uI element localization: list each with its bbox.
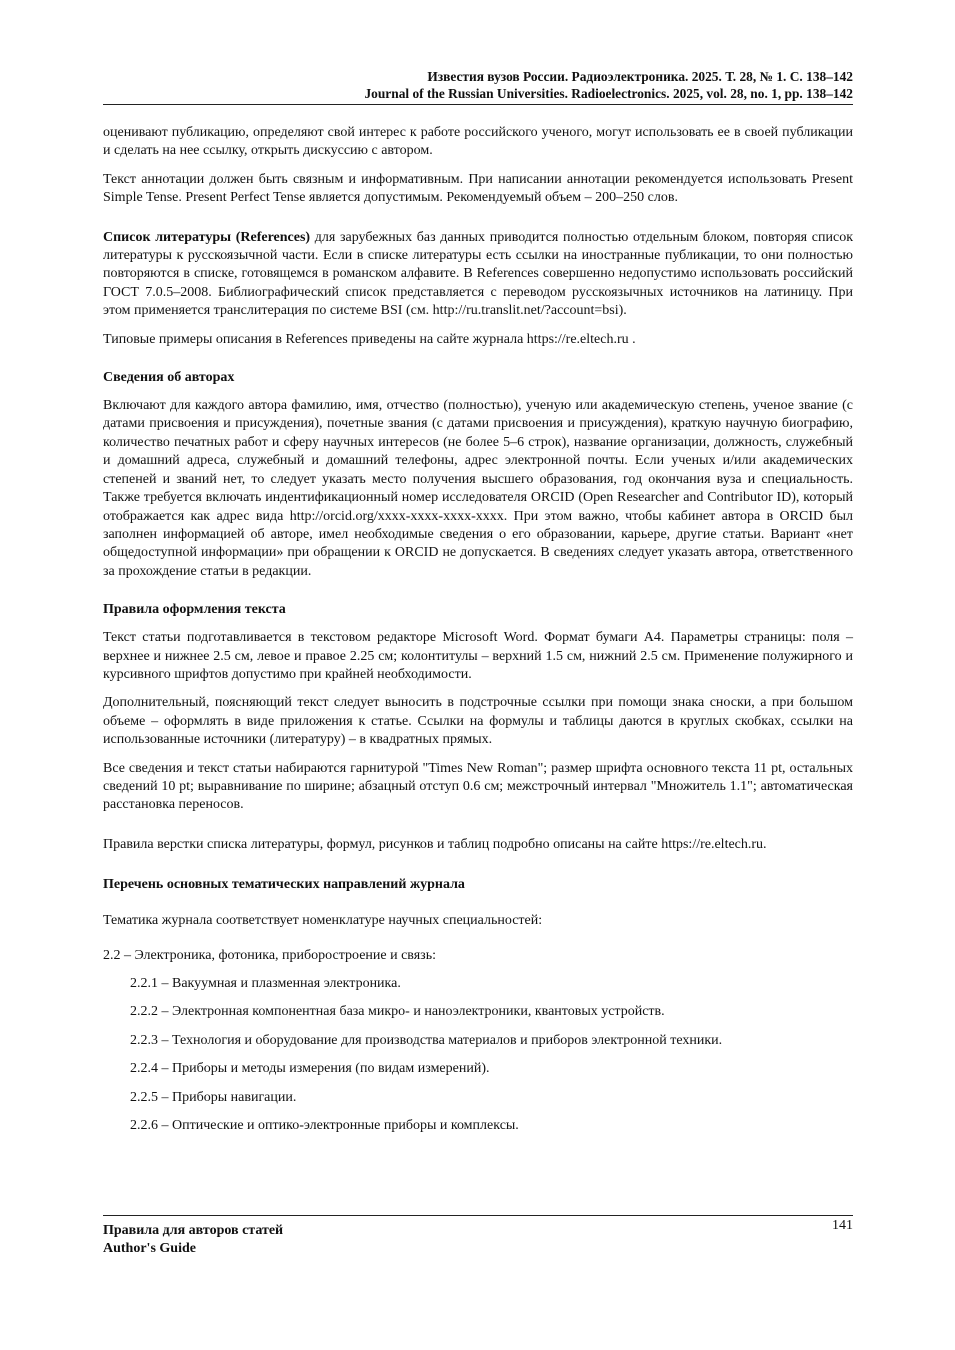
topic-item: 2.2.6 – Оптические и оптико-электронные приборы и комплексы.	[130, 1118, 519, 1134]
header-journal-ru: Известия вузов России. Радиоэлектроника. 2025. Т. 28, № 1. С. 138–142	[427, 69, 853, 84]
references-lead: Список литературы (References)	[103, 229, 311, 245]
authors-heading: Сведения об авторах	[103, 370, 235, 386]
intro-paragraph-2: Текст аннотации должен быть связным и информативным. При написании аннотации рекомендуется использовать Present Simple Tense. Present Perfect Tense является допустимым. Рекомендуемый объем – 200–250 слов.	[103, 171, 853, 206]
references-body: для зарубежных баз данных приводится полностью отдельным блоком, повторяя список литературы к русскоязычной части. Если в списке литературы есть ссылки на иностранные публикации, то они полностью повторяются в списке, готовящемся в романском алфавите. В References совершенно недопустимо использовать российский ГОСТ 7.0.5–2008. Библиографический список представляется с переводом русскоязычных источников на латиницу. При этом применяется транслитерация по системе BSI (см. http://ru.translit.net/?account=bsi).	[103, 229, 853, 319]
authors-paragraph: Включают для каждого автора фамилию, имя, отчество (полностью), ученую или академическую степень, ученое звание (с датами присвоения и присуждения), почетные звания (с датами присвоения и присуждения), краткую научную биографию, количество печатных работ и сферу научных интересов (не более 5–6 строк), название организации, должность, служебный и домашний адреса, служебный и домашний телефоны, адрес электронной почты. Если ученых и/или академических степеней и званий нет, то следует указать место получения высшего образования, год окончания вуза и специальность. Также требуется включать индентификационный номер исследователя ORCID (Open Researcher and Contributor ID), который отображается как адрес вида http://orcid.org/xxxx-xxxx-xxxx-xxxx. При этом важно, чтобы кабинет автора в ORCID был заполнен информацией об авторе, имел необходимые сведения о его образовании, карьере, другие статьи. Вариант «нет общедоступной информации» при обращении к ORCID не допускается. В сведениях следует указать автора, ответственного за прохождение статьи в редакции.	[103, 398, 853, 579]
topic-item: 2.2.2 – Электронная компонентная база микро- и наноэлектроники, квантовых устройств.	[130, 1004, 665, 1020]
topic-item: 2.2.4 – Приборы и методы измерения (по видам измерений).	[130, 1061, 490, 1077]
running-footer	[103, 1222, 283, 1258]
topic-item: 2.2.1 – Вакуумная и плазменная электроника.	[130, 976, 401, 991]
formatting-paragraph-1: Текст статьи подготавливается в текстовом редакторе Microsoft Word. Формат бумаги А4. Параметры страницы: поля – верхнее и нижнее 2.5 см, левое и правое 2.25 см; колонтитулы – верхний 1.5 см, нижний 2.5 см. Применение полужирного и курсивного шрифтов допустимо при крайней необходимости.	[103, 630, 853, 682]
formatting-paragraph-3: Все сведения и текст статьи набираются гарнитурой "Times New Roman"; размер шрифта основного текста 11 pt, остальных сведений 10 pt; выравнивание по ширине; абзацный отступ 0.6 см; межстрочный интервал "Множитель 1.1"; автоматическая расстановка переносов.	[103, 760, 853, 813]
topic-item: 2.2.3 – Технология и оборудование для производства материалов и приборов электронной техники.	[130, 1032, 723, 1048]
footer-title-en: Author's Guide	[103, 1241, 196, 1256]
formatting-paragraph-2: Дополнительный, поясняющий текст следует выносить в подстрочные ссылки при помощи знака сноски, а при большом объеме – оформлять в виде приложения к статье. Ссылки на формулы и таблицы даются в круглых скобках, ссылки на использованные источники (литературу) – в квадратных прямых.	[103, 695, 853, 748]
formatting-paragraph-4: Правила верстки списка литературы, формул, рисунков и таблиц подробно описаны на сайте https://re.eltech.ru.	[103, 836, 767, 852]
page-body	[103, 124, 853, 1145]
topics-heading: Перечень основных тематических направлений журнала	[103, 877, 465, 893]
references-paragraph-2: Типовые примеры описания в References приведены на сайте журнала https://re.eltech.ru .	[103, 331, 636, 347]
footer-divider	[103, 1215, 853, 1216]
topics-intro: Тематика журнала соответствует номенклатуре научных специальностей:	[103, 913, 543, 929]
references-paragraph-1	[103, 229, 853, 321]
intro-paragraph-1: оценивают публикацию, определяют свой интерес к работе российского ученого, могут использовать ее в своей публикации и сделать на нее ссылку, открыть дискуссию с автором.	[103, 125, 853, 159]
topics-group: 2.2 – Электроника, фотоника, приборостроение и связь:	[103, 947, 436, 963]
footer-title-ru: Правила для авторов статей	[103, 1223, 284, 1238]
running-header	[364, 68, 853, 102]
formatting-heading: Правила оформления текста	[103, 602, 286, 618]
page-number: 141	[832, 1218, 853, 1233]
header-divider	[103, 104, 853, 105]
topic-item: 2.2.5 – Приборы навигации.	[130, 1089, 297, 1105]
header-journal-en: Journal of the Russian Universities. Radioelectronics. 2025, vol. 28, no. 1, pp. 138–142	[364, 86, 853, 101]
